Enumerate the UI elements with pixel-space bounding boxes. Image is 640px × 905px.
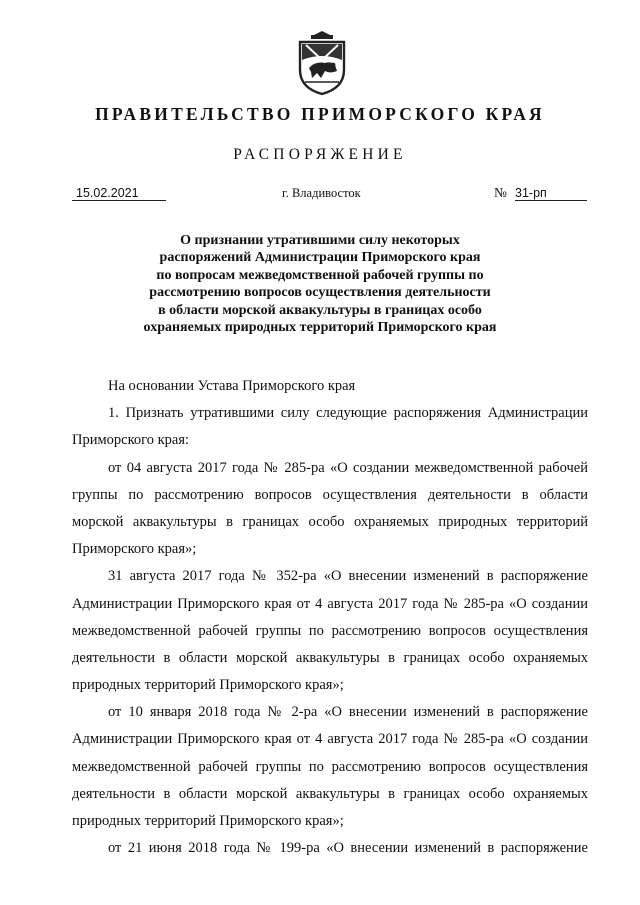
- body-line: деятельности в области морской аквакультуры в границах особо охраняемых: [72, 649, 588, 666]
- subject-line: рассмотрению вопросов осуществления деятельности: [149, 285, 491, 301]
- body-line: группы по рассмотрению вопросов осуществления деятельности в области: [72, 486, 588, 503]
- coat-of-arms-icon: [297, 30, 347, 96]
- document-type: РАСПОРЯЖЕНИЕ: [233, 146, 407, 163]
- body-line: 31 августа 2017 года № 352-ра «О внесении изменений в распоряжение: [108, 568, 588, 585]
- document-date: 15.02.2021: [72, 186, 166, 201]
- body-line: межведомственной рабочей группы по рассмотрению вопросов осуществления: [72, 758, 588, 775]
- body-line: от 10 января 2018 года № 2-ра «О внесении изменений в распоряжение: [108, 704, 588, 721]
- body-line: деятельности в области морской аквакультуры в границах особо охраняемых: [72, 785, 588, 802]
- number-sign: №: [494, 185, 507, 200]
- subject-line: охраняемых природных территорий Приморского края: [143, 320, 497, 336]
- subject-line: распоряжений Администрации Приморского края: [159, 250, 481, 266]
- body-line: природных территорий Приморского края»;: [72, 677, 344, 694]
- body-line: морской аквакультуры в границах особо охраняемых природных территорий: [72, 513, 588, 530]
- body-line: межведомственной рабочей группы по рассмотрению вопросов осуществления: [72, 622, 588, 639]
- subject-line: в области морской аквакультуры в границах особо: [158, 302, 482, 318]
- body-line: природных территорий Приморского края»;: [72, 813, 344, 829]
- document-subject: [110, 232, 530, 336]
- body-line: от 04 августа 2017 года № 285-ра «О создании межведомственной рабочей: [108, 459, 588, 476]
- document-number: 31-рп: [515, 186, 587, 201]
- body-line: Администрации Приморского края от 4 августа 2017 года № 285-ра «О создании: [72, 595, 588, 612]
- document-body: [72, 373, 588, 862]
- body-line: Приморского края:: [72, 432, 190, 449]
- body-line: от 21 июня 2018 года № 199-ра «О внесении изменений в распоряжение: [108, 840, 588, 857]
- body-line: Приморского края»;: [72, 541, 197, 558]
- subject-line: О признании утратившими силу некоторых: [180, 233, 460, 248]
- body-line: 1. Признать утратившими силу следующие распоряжения Администрации: [108, 405, 588, 422]
- subject-line: по вопросам межведомственной рабочей группы по: [156, 267, 484, 283]
- body-line: На основании Устава Приморского края: [108, 378, 356, 394]
- body-line: Администрации Приморского края от 4 августа 2017 года № 285-ра «О создании: [72, 731, 588, 748]
- organization-title: ПРАВИТЕЛЬСТВО ПРИМОРСКОГО КРАЯ: [95, 104, 545, 124]
- document-city: г. Владивосток: [282, 186, 361, 200]
